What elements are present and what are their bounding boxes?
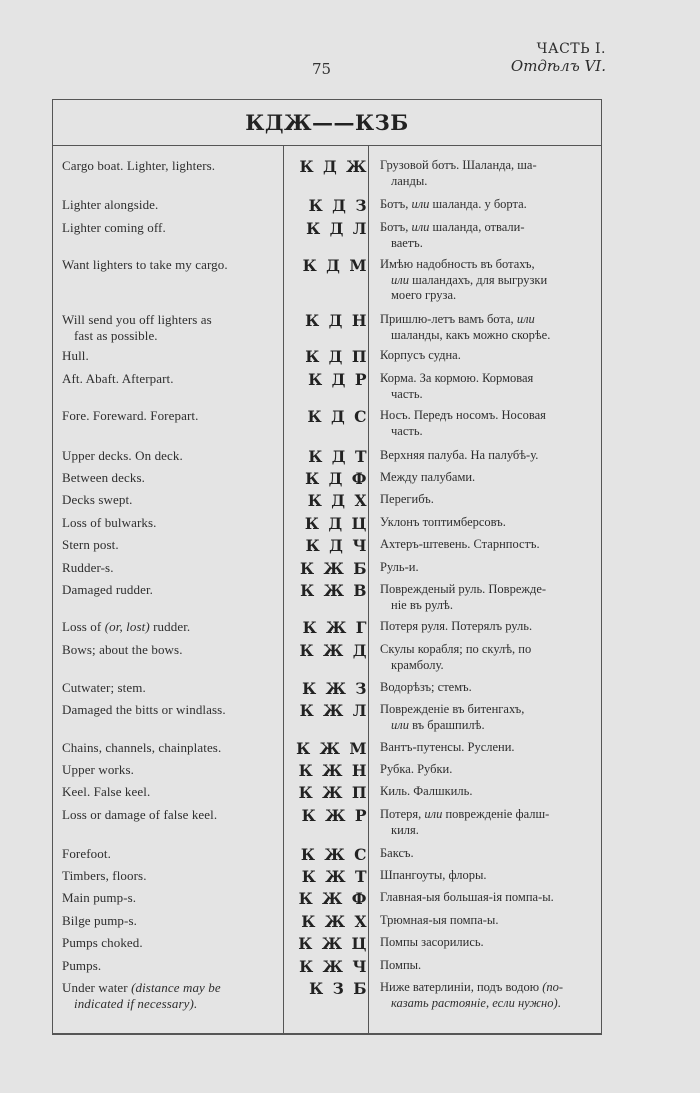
section-label: Отдѣлъ VI. — [510, 57, 606, 75]
english-meaning — [62, 913, 278, 929]
russian-meaning — [380, 868, 595, 884]
text-run: Главная-ыя большая-ія помпа-ы. — [380, 890, 554, 904]
signal-code: К Ж Н — [298, 761, 367, 780]
text-run: Pumps. — [62, 958, 102, 973]
text-run: Fore. Foreward. Forepart. — [62, 408, 199, 423]
text-run: Under water — [62, 980, 132, 995]
signal-code: К Ж Г — [302, 618, 367, 637]
text-line — [62, 980, 278, 996]
text-line — [380, 807, 595, 823]
text-run: Decks swept. — [62, 492, 133, 507]
russian-meaning — [380, 515, 595, 531]
text-run: Ботъ, — [380, 220, 412, 234]
text-line — [380, 718, 595, 734]
signal-code: К Д Ф — [305, 469, 367, 488]
english-meaning — [62, 560, 278, 576]
text-line — [62, 408, 278, 424]
english-meaning — [62, 958, 278, 974]
signal-code: К З Б — [309, 979, 367, 998]
text-line — [62, 220, 278, 236]
text-run: Forefoot. — [62, 846, 111, 861]
russian-meaning — [380, 220, 595, 251]
signal-code: К Д Л — [306, 219, 367, 238]
text-run: Want lighters to take my cargo. — [62, 257, 228, 272]
text-line — [380, 220, 595, 236]
text-line — [380, 470, 595, 486]
text-run: Cutwater; stem. — [62, 680, 146, 695]
english-meaning — [62, 408, 278, 424]
text-run: Пришлю-летъ вамъ бота, — [380, 312, 517, 326]
text-run: часть. — [391, 423, 423, 438]
italic-text: или — [411, 197, 430, 211]
russian-meaning — [380, 619, 595, 635]
text-line — [62, 448, 278, 464]
signal-code: К Д П — [305, 347, 367, 366]
text-line — [380, 312, 595, 328]
text-run: шаланда. у борта. — [429, 197, 527, 211]
english-meaning — [62, 619, 278, 635]
text-run: Upper works. — [62, 762, 134, 777]
russian-meaning — [380, 158, 595, 189]
text-line — [62, 868, 278, 884]
text-line — [380, 158, 595, 174]
text-line — [62, 740, 278, 756]
text-run: Ахтеръ-штевень. Старнпостъ. — [380, 537, 540, 551]
text-run: Upper decks. On deck. — [62, 448, 183, 463]
english-meaning — [62, 702, 278, 718]
italic-text: или — [424, 807, 443, 821]
russian-meaning — [380, 197, 595, 213]
text-line — [62, 492, 278, 508]
text-run: Носъ. Передъ носомъ. Носовая — [380, 408, 546, 422]
text-run: Ботъ, — [380, 197, 412, 211]
english-meaning — [62, 868, 278, 884]
signal-code: К Ж Х — [301, 912, 367, 931]
english-meaning — [62, 740, 278, 756]
text-run: Keel. False keel. — [62, 784, 151, 799]
text-run: Помпы засорились. — [380, 935, 484, 949]
signal-code: К Ж Т — [301, 867, 367, 886]
english-meaning — [62, 537, 278, 553]
text-run: Between decks. — [62, 470, 145, 485]
text-line — [380, 935, 595, 951]
signal-code: К Ж М — [296, 739, 367, 758]
text-run: крамболу. — [391, 657, 444, 672]
part-heading — [511, 41, 606, 75]
text-line — [380, 371, 595, 387]
russian-meaning — [380, 680, 595, 696]
russian-meaning — [380, 348, 595, 364]
english-meaning — [62, 980, 278, 1011]
text-run: киля. — [391, 822, 419, 837]
text-run: Помпы. — [380, 958, 422, 972]
english-meaning — [62, 448, 278, 464]
signal-code: К Ж З — [302, 679, 367, 698]
text-line — [62, 312, 278, 328]
text-line — [380, 582, 595, 598]
signal-code: К Ж В — [300, 581, 367, 600]
signal-code: К Д Ц — [304, 514, 367, 533]
russian-meaning — [380, 935, 595, 951]
text-run: Поврежденый руль. Поврежде- — [380, 582, 547, 596]
english-meaning — [62, 220, 278, 236]
english-meaning — [62, 348, 278, 364]
english-meaning — [62, 807, 278, 823]
text-line — [62, 913, 278, 929]
text-run: Уклонъ топтимберсовъ. — [380, 515, 506, 529]
italic-text: или — [411, 220, 430, 234]
text-run: Damaged rudder. — [62, 582, 154, 597]
russian-meaning — [380, 537, 595, 553]
text-line — [380, 537, 595, 553]
text-line — [380, 408, 595, 424]
english-meaning — [62, 642, 278, 658]
text-run: Lighter coming off. — [62, 220, 166, 235]
signal-code: К Д Ч — [305, 536, 367, 555]
russian-meaning — [380, 408, 595, 439]
text-line — [62, 890, 278, 906]
italic-text: или — [391, 272, 409, 287]
english-meaning — [62, 890, 278, 906]
text-run: Корпусъ судна. — [380, 348, 461, 362]
text-run: Баксъ. — [380, 846, 414, 860]
text-run: rudder. — [149, 619, 191, 634]
text-line — [380, 980, 595, 996]
text-line — [380, 515, 595, 531]
italic-text: или — [516, 312, 535, 326]
signal-code: К Д Ж — [299, 157, 367, 176]
english-meaning — [62, 197, 278, 213]
table-title: КДЖ——КЗБ — [53, 100, 601, 146]
italic-text: (distance may be — [131, 980, 221, 995]
text-run: Имѣю надобность въ ботахъ, — [380, 257, 535, 271]
text-run: Между палубами. — [380, 470, 476, 484]
text-run: Pumps choked. — [62, 935, 143, 950]
text-line — [62, 702, 278, 718]
italic-text: или — [391, 717, 409, 732]
english-meaning — [62, 515, 278, 531]
signal-code: К Д М — [302, 256, 367, 275]
signal-code: К Ж Ф — [298, 889, 367, 908]
text-run: Киль. Фалшкиль. — [380, 784, 473, 798]
text-line — [380, 996, 595, 1012]
russian-meaning — [380, 913, 595, 929]
text-run: Перегибъ. — [380, 492, 434, 506]
text-line — [380, 236, 595, 252]
text-run: Bows; about the bows. — [62, 642, 183, 657]
text-run: Потеря руля. Потерялъ руль. — [380, 619, 533, 633]
text-run: шаланды, какъ можно скорѣе. — [391, 327, 551, 342]
text-line — [380, 560, 595, 576]
text-line — [62, 515, 278, 531]
text-run: fast as possible. — [74, 327, 158, 343]
russian-meaning — [380, 958, 595, 974]
text-line — [62, 371, 278, 387]
text-line — [380, 658, 595, 674]
italic-text: казать растояніе, если нужно) — [391, 995, 558, 1010]
text-line — [380, 762, 595, 778]
english-meaning — [62, 762, 278, 778]
text-line — [62, 158, 278, 174]
text-run: Рубка. Рубки. — [380, 762, 453, 776]
signal-code: К Ж Д — [299, 641, 367, 660]
russian-meaning — [380, 784, 595, 800]
signal-code: К Ж П — [298, 783, 367, 802]
text-run: Loss of bulwarks. — [62, 515, 157, 530]
text-run: Chains, channels, chainplates. — [62, 740, 222, 755]
russian-meaning — [380, 371, 595, 402]
page-number: 75 — [312, 60, 332, 78]
text-run: Скулы корабля; по скулѣ, по — [380, 642, 532, 656]
text-line — [380, 890, 595, 906]
signal-code: К Д Х — [307, 491, 367, 510]
text-line — [380, 387, 595, 403]
text-run: ваетъ. — [391, 235, 423, 250]
signal-code: К Ж Ч — [299, 957, 367, 976]
text-line — [62, 807, 278, 823]
english-meaning — [62, 470, 278, 486]
text-run: . — [557, 995, 561, 1010]
russian-meaning — [380, 740, 595, 756]
english-meaning — [62, 846, 278, 862]
russian-meaning — [380, 312, 595, 343]
text-line — [380, 448, 595, 464]
signal-code: К Ж Б — [300, 559, 367, 578]
text-line — [62, 784, 278, 800]
text-line — [380, 958, 595, 974]
text-line — [380, 288, 595, 304]
text-line — [62, 582, 278, 598]
russian-meaning — [380, 846, 595, 862]
text-line — [62, 348, 278, 364]
text-line — [380, 197, 595, 213]
russian-meaning — [380, 702, 595, 733]
text-run: Ниже ватерлиніи, подъ водою — [380, 980, 543, 994]
signal-code: К Д С — [307, 407, 367, 426]
text-run: Поврежденіе въ битенгахъ, — [380, 702, 525, 716]
russian-meaning — [380, 492, 595, 508]
russian-meaning — [380, 642, 595, 673]
text-run: шаланда, отвали- — [429, 220, 525, 234]
russian-meaning — [380, 470, 595, 486]
column-divider — [283, 146, 284, 1033]
english-meaning — [62, 158, 278, 174]
text-line — [62, 846, 278, 862]
part-label: ЧАСТЬ I. — [536, 41, 606, 57]
text-line — [380, 492, 595, 508]
text-line — [62, 537, 278, 553]
italic-text: indicated if necessary). — [74, 995, 198, 1011]
text-run: Корма. За кормою. Кормовая — [380, 371, 534, 385]
text-run: Грузовой ботъ. Шаланда, ша- — [380, 158, 537, 172]
text-run: Stern post. — [62, 537, 119, 552]
text-line — [380, 424, 595, 440]
text-line — [380, 328, 595, 344]
signal-code: К Ж Р — [301, 806, 367, 825]
text-run: моего груза. — [391, 288, 457, 302]
text-run: Шпангоуты, флоры. — [380, 868, 487, 882]
russian-meaning — [380, 257, 595, 304]
text-line — [62, 935, 278, 951]
text-line — [62, 197, 278, 213]
text-run: Rudder-s. — [62, 560, 114, 575]
italic-text: (по- — [542, 980, 564, 994]
text-run: Lighter alongside. — [62, 197, 159, 212]
english-meaning — [62, 257, 278, 273]
signal-code: К Ж Ц — [298, 934, 367, 953]
text-line — [62, 680, 278, 696]
russian-meaning — [380, 448, 595, 464]
english-meaning — [62, 680, 278, 696]
text-run: Damaged the bitts or windlass. — [62, 702, 226, 717]
signal-code: К Ж Л — [299, 701, 367, 720]
text-line — [380, 823, 595, 839]
text-run: Loss or damage of false keel. — [62, 807, 218, 822]
signal-code: К Д Т — [308, 447, 367, 466]
text-run: Aft. Abaft. Afterpart. — [62, 371, 174, 386]
signal-code-table — [52, 99, 602, 1035]
text-line — [380, 348, 595, 364]
text-run: Main pump-s. — [62, 890, 137, 905]
signal-code: К Ж С — [300, 845, 367, 864]
text-line — [380, 868, 595, 884]
text-line — [380, 846, 595, 862]
text-run: Вантъ-путенсы. Руслени. — [380, 740, 515, 754]
text-line — [380, 740, 595, 756]
text-line — [62, 642, 278, 658]
text-run: ланды. — [391, 173, 428, 188]
text-line — [62, 470, 278, 486]
text-run: Водорѣзъ; стемъ. — [380, 680, 472, 694]
text-line — [380, 680, 595, 696]
text-line — [380, 913, 595, 929]
text-line — [380, 702, 595, 718]
text-line — [380, 174, 595, 190]
text-run: шаландахъ, для выгрузки — [408, 272, 548, 287]
text-line — [380, 619, 595, 635]
text-line — [62, 996, 278, 1012]
text-run: Will send you off lighters as — [62, 312, 212, 327]
russian-meaning — [380, 980, 595, 1011]
text-line — [380, 273, 595, 289]
text-line — [62, 560, 278, 576]
text-line — [380, 257, 595, 273]
signal-code: К Д Р — [308, 370, 367, 389]
text-run: Руль-и. — [380, 560, 419, 574]
english-meaning — [62, 371, 278, 387]
text-line — [380, 642, 595, 658]
text-line — [62, 328, 278, 344]
text-run: ніе въ рулѣ. — [391, 597, 453, 612]
russian-meaning — [380, 582, 595, 613]
text-line — [62, 619, 278, 635]
text-line — [62, 257, 278, 273]
text-line — [62, 958, 278, 974]
text-run: часть. — [391, 386, 423, 401]
english-meaning — [62, 935, 278, 951]
column-divider — [368, 146, 369, 1033]
text-run: Bilge pump-s. — [62, 913, 137, 928]
russian-meaning — [380, 762, 595, 778]
text-run: Loss of — [62, 619, 105, 634]
text-run: въ брашпилѣ. — [408, 717, 485, 732]
english-meaning — [62, 784, 278, 800]
text-line — [62, 762, 278, 778]
italic-text: (or, lost) — [104, 619, 150, 634]
english-meaning — [62, 582, 278, 598]
russian-meaning — [380, 560, 595, 576]
signal-code: К Д З — [308, 196, 367, 215]
russian-meaning — [380, 890, 595, 906]
text-run: Трюмная-ыя помпа-ы. — [380, 913, 499, 927]
text-run: Timbers, floors. — [62, 868, 147, 883]
russian-meaning — [380, 807, 595, 838]
text-line — [380, 598, 595, 614]
text-run: Потеря, — [380, 807, 425, 821]
text-line — [380, 784, 595, 800]
english-meaning — [62, 312, 278, 343]
signal-code: К Д Н — [305, 311, 367, 330]
text-run: поврежденіе фалш- — [442, 807, 550, 821]
text-run: Верхняя палуба. На палубѣ-у. — [380, 448, 539, 462]
text-run: Cargo boat. Lighter, lighters. — [62, 158, 216, 173]
text-run: Hull. — [62, 348, 89, 363]
english-meaning — [62, 492, 278, 508]
